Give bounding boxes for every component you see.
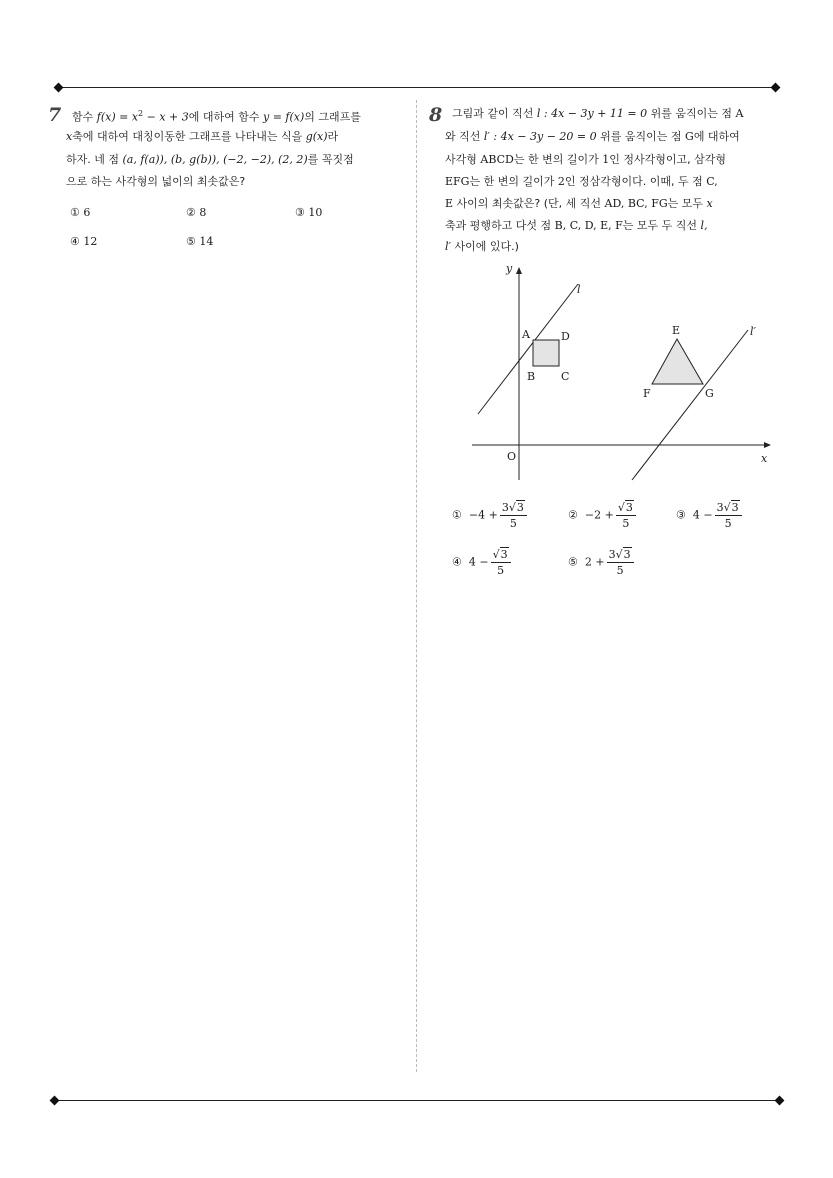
top-rule (58, 87, 776, 88)
choice-4[interactable]: ④ 4 − $\frac{√3}{5}$ (452, 548, 513, 577)
question-number: 8 (429, 104, 443, 126)
line-l-label: l (577, 283, 581, 296)
rule-diamond-left-icon (50, 1096, 60, 1106)
coordinate-figure (460, 258, 780, 488)
question-text-line: 함수 $f(x) = x^2 - x + 3$에 대하여 함수 y = f(x)의 그래프를 (72, 109, 361, 124)
choice-3[interactable]: ③ 4 − $\frac{3√3}{5}$ (676, 501, 744, 530)
line-l-prime-label: l′ (750, 325, 757, 338)
line-l (478, 284, 578, 414)
point-b-label: B (527, 370, 536, 383)
point-d-label: D (561, 330, 570, 343)
choice-5[interactable]: ⑤ 14 (186, 235, 214, 248)
choice-1[interactable]: ① −4 + $\frac{3√3}{5}$ (452, 501, 529, 530)
rule-diamond-right-icon (771, 83, 781, 93)
point-g-label: G (705, 387, 714, 400)
question-text-line: 그림과 같이 직선 l : 4x − 3y + 11 = 0 위를 움직이는 점 A (452, 107, 744, 120)
point-c-label: C (561, 370, 570, 383)
choice-2[interactable]: ② −2 + $\frac{√3}{5}$ (568, 501, 638, 530)
question-text-line: E 사이의 최솟값은? (단, 세 직선 AD, BC, FG는 모두 x (445, 197, 713, 210)
rule-diamond-right-icon (775, 1096, 785, 1106)
choice-2[interactable]: ② 8 (186, 206, 207, 219)
question-text-line: 사각형 ABCD는 한 변의 길이가 1인 정사각형이고, 삼각형 (445, 153, 726, 166)
point-a-label: A (522, 328, 530, 341)
question-text-line: 하자. 네 점 (a, f(a)), (b, g(b)), (−2, −2), (2, 2)를 꼭짓점 (66, 153, 354, 166)
choice-5[interactable]: ⑤ 2 + $\frac{3√3}{5}$ (568, 548, 636, 577)
point-f-label: F (643, 387, 651, 400)
choice-1[interactable]: ① 6 (70, 206, 91, 219)
question-text-line: EFG는 한 변의 길이가 2인 정삼각형이다. 이때, 두 점 C, (445, 175, 718, 188)
rule-diamond-left-icon (54, 83, 64, 93)
bottom-rule (54, 1100, 780, 1101)
square-abcd (533, 340, 559, 366)
question-number: 7 (48, 104, 62, 126)
question-text-line: 으로 하는 사각형의 넓이의 최솟값은? (66, 175, 246, 188)
point-e-label: E (672, 324, 681, 337)
column-divider (416, 100, 417, 1072)
question-text-line: x축에 대하여 대칭이동한 그래프를 나타내는 식을 g(x)라 (66, 130, 339, 143)
y-axis-label: y (506, 262, 513, 275)
choice-4[interactable]: ④ 12 (70, 235, 98, 248)
question-text-line: 와 직선 l′ : 4x − 3y − 20 = 0 위를 움직이는 점 G에 대하여 (445, 130, 740, 143)
triangle-efg (652, 339, 703, 384)
line-l-prime (632, 330, 748, 480)
choice-3[interactable]: ③ 10 (295, 206, 323, 219)
question-text-line: l′ 사이에 있다.) (445, 240, 519, 253)
origin-label: O (507, 450, 517, 463)
x-axis-label: x (761, 452, 768, 465)
question-text-line: 축과 평행하고 다섯 점 B, C, D, E, F는 모두 두 직선 l, (445, 219, 708, 232)
